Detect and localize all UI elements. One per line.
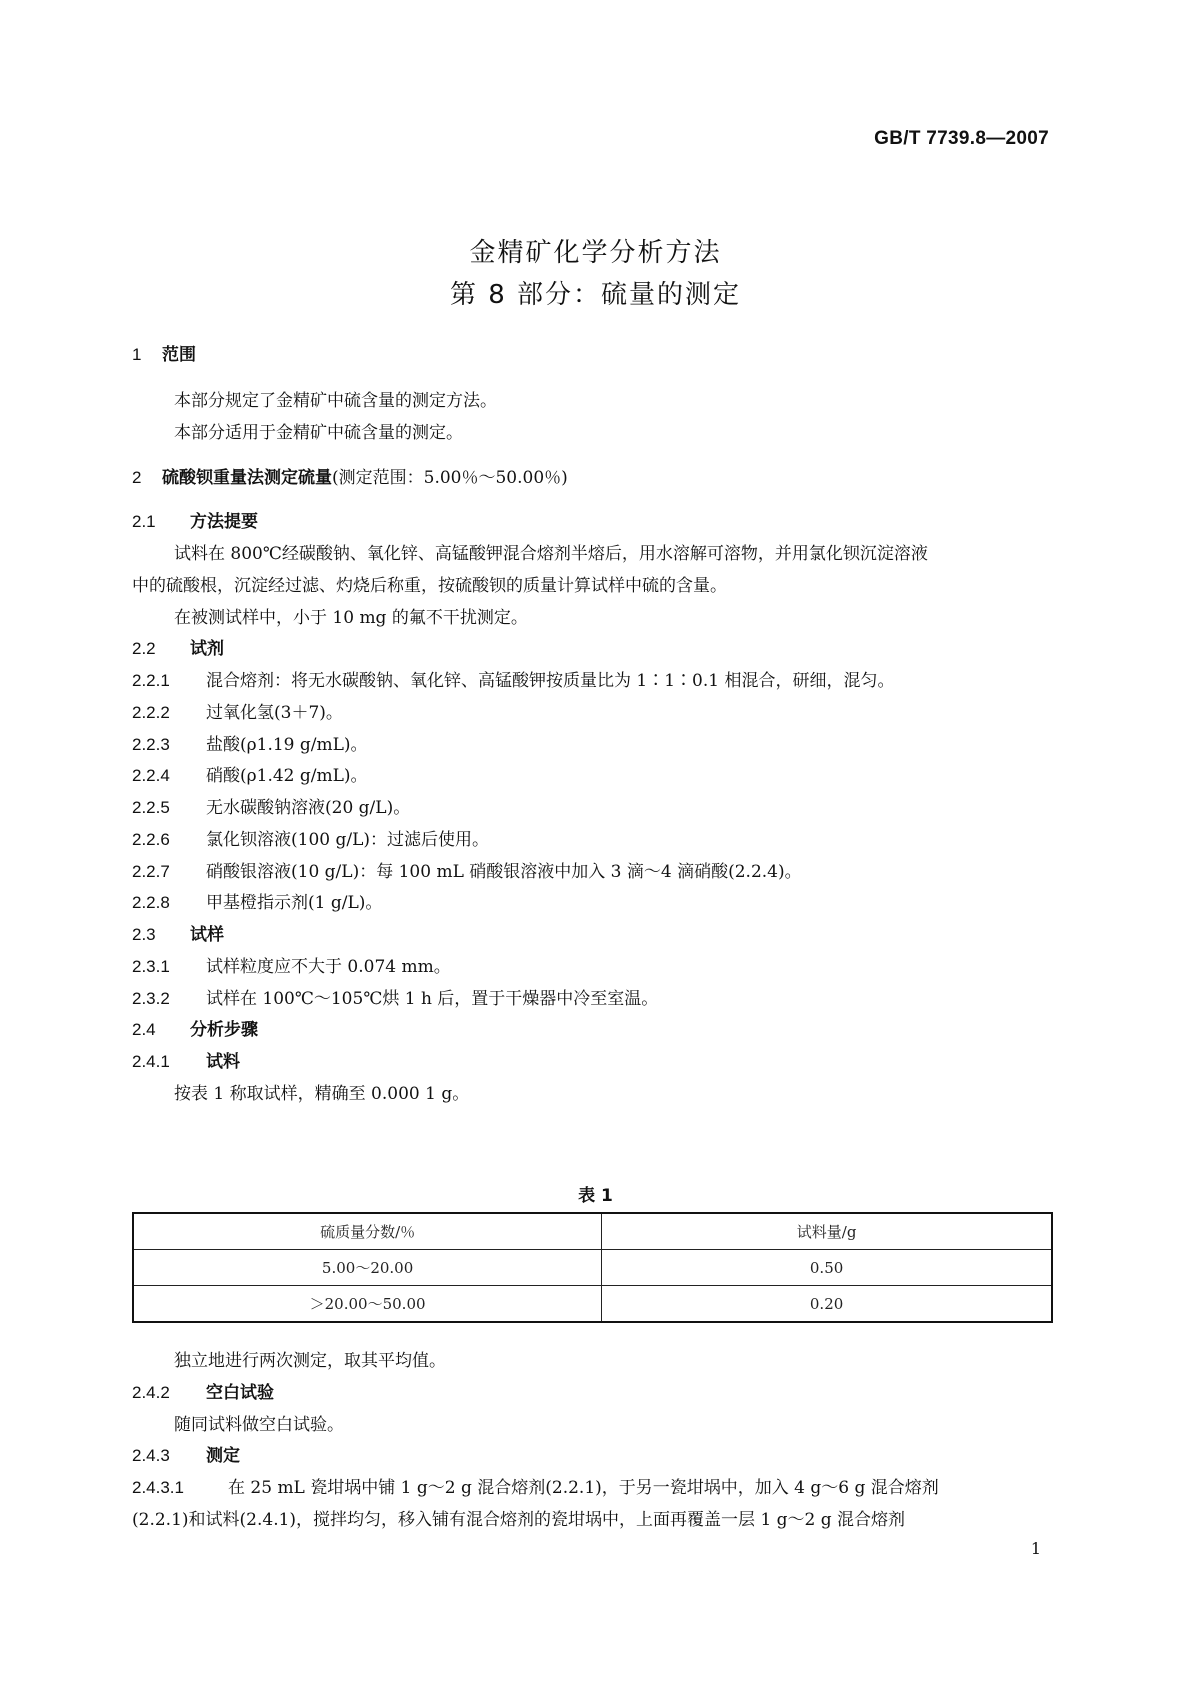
table-header-row — [133, 1213, 1052, 1250]
item-text: 氯化钡溶液(100 g/L)：过滤后使用。 — [206, 830, 490, 850]
item-number: 2.2.2 — [132, 703, 170, 722]
item-number: 2.4.3.1 — [132, 1478, 184, 1497]
section-title: 试料 — [206, 1052, 240, 1072]
section-number: 2.4.3 — [132, 1446, 170, 1465]
reagent-item — [132, 733, 1082, 757]
reagent-item — [132, 764, 1082, 788]
reagent-item — [132, 701, 1082, 725]
section-number: 2 — [132, 468, 142, 487]
paragraph: 随同试料做空白试验。 — [174, 1415, 344, 1435]
table-header-cell: 试料量/g — [602, 1213, 1052, 1250]
item-text: 试样在 100℃～105℃烘 1 h 后，置于干燥器中冷至室温。 — [206, 989, 659, 1009]
item-text: 硝酸(ρ1.42 g/mL)。 — [206, 766, 368, 786]
item-number: 2.3.1 — [132, 957, 170, 976]
item-number: 2.2.7 — [132, 862, 170, 881]
section-title: 分析步骤 — [190, 1020, 258, 1040]
section-title: 试样 — [190, 925, 224, 945]
document-title: 金精矿化学分析方法 — [469, 238, 722, 268]
item-number: 2.2.5 — [132, 798, 170, 817]
item-number: 2.2.4 — [132, 766, 170, 785]
table-row — [133, 1286, 1052, 1323]
section-title: 测定 — [206, 1446, 240, 1466]
section-title: 方法提要 — [190, 512, 258, 532]
table-row — [133, 1250, 1052, 1286]
section-number: 2.4.2 — [132, 1383, 170, 1402]
standard-number: GB/T 7739.8—2007 — [874, 128, 1049, 149]
item-text: 试样粒度应不大于 0.074 mm。 — [206, 957, 451, 977]
paragraph: 本部分规定了金精矿中硫含量的测定方法。 — [174, 391, 497, 411]
sample-mass-table — [132, 1212, 1053, 1323]
item-number: 2.3.2 — [132, 989, 170, 1008]
paragraph: 本部分适用于金精矿中硫含量的测定。 — [174, 423, 463, 443]
section-number: 2.4 — [132, 1020, 156, 1039]
reagent-item — [132, 860, 1082, 884]
reagent-item — [132, 828, 1082, 852]
section-number: 2.4.1 — [132, 1052, 170, 1071]
section-title: 试剂 — [190, 639, 224, 659]
page-number: 1 — [1030, 1539, 1041, 1558]
item-text: 混合熔剂：将无水碳酸钠、氧化锌、高锰酸钾按质量比为 1∶1∶0.1 相混合，研细，混匀。 — [206, 671, 895, 691]
table-cell: 5.00～20.00 — [133, 1250, 602, 1286]
item-text: 甲基橙指示剂(1 g/L)。 — [206, 893, 383, 913]
paragraph: 独立地进行两次测定，取其平均值。 — [174, 1351, 446, 1371]
section-number: 1 — [132, 345, 142, 364]
reagent-item — [132, 669, 1082, 693]
subsection-2-4-2-heading — [132, 1381, 1032, 1405]
section-title: 范围 — [162, 345, 196, 365]
subsection-2-4-1-heading — [132, 1050, 1032, 1074]
paragraph: 在被测试样中，小于 10 mg 的氟不干扰测定。 — [174, 608, 528, 628]
section-title: 硫酸钡重量法测定硫量 — [162, 468, 332, 488]
section-number: 2.1 — [132, 512, 156, 531]
table-caption: 表 1 — [578, 1186, 613, 1206]
item-number: 2.2.1 — [132, 671, 170, 690]
paragraph-continuation: (2.2.1)和试料(2.4.1)，搅拌均匀，移入铺有混合熔剂的瓷坩埚中，上面再覆盖一层 1 g～2 g 混合熔剂 — [132, 1510, 906, 1530]
paragraph-continuation: 中的硫酸根，沉淀经过滤、灼烧后称重，按硫酸钡的质量计算试样中硫的含量。 — [132, 576, 727, 596]
subsection-2-3-heading — [132, 923, 1032, 947]
item-number: 2.2.8 — [132, 893, 170, 912]
section-2-heading — [132, 466, 1032, 490]
item-text: 硝酸银溶液(10 g/L)：每 100 mL 硝酸银溶液中加入 3 滴～4 滴硝酸(2.2.4)。 — [206, 862, 802, 882]
section-number: 2.2 — [132, 639, 156, 658]
subsection-2-4-3-heading — [132, 1444, 1032, 1468]
sample-item — [132, 987, 1082, 1011]
section-title-note: (测定范围：5.00％～50.00％) — [332, 468, 568, 488]
item-text: 无水碳酸钠溶液(20 g/L)。 — [206, 798, 411, 818]
item-number: 2.2.6 — [132, 830, 170, 849]
paragraph: 试料在 800℃经碳酸钠、氧化锌、高锰酸钾混合熔剂半熔后，用水溶解可溶物，并用氯化钡沉淀溶液 — [174, 544, 928, 564]
table-cell: 0.20 — [602, 1286, 1052, 1323]
section-1-heading — [132, 343, 1032, 367]
table-cell: ＞20.00～50.00 — [133, 1286, 602, 1323]
sample-item — [132, 955, 1082, 979]
reagent-item — [132, 891, 1082, 915]
item-text: 盐酸(ρ1.19 g/mL)。 — [206, 735, 368, 755]
section-title: 空白试验 — [206, 1383, 274, 1403]
procedure-item — [132, 1476, 1082, 1500]
subsection-2-2-heading — [132, 637, 1032, 661]
reagent-item — [132, 796, 1082, 820]
item-text: 在 25 mL 瓷坩埚中铺 1 g～2 g 混合熔剂(2.2.1)，于另一瓷坩埚中，加入 4 g～6 g 混合熔剂 — [228, 1478, 939, 1498]
item-number: 2.2.3 — [132, 735, 170, 754]
document-subtitle: 第 8 部分：硫量的测定 — [449, 280, 742, 310]
subsection-2-1-heading — [132, 510, 1032, 534]
subsection-2-4-heading — [132, 1018, 1032, 1042]
paragraph: 按表 1 称取试样，精确至 0.000 1 g。 — [174, 1084, 470, 1104]
table-cell: 0.50 — [602, 1250, 1052, 1286]
section-number: 2.3 — [132, 925, 156, 944]
item-text: 过氧化氢(3＋7)。 — [206, 703, 343, 723]
table-header-cell: 硫质量分数/％ — [133, 1213, 602, 1250]
